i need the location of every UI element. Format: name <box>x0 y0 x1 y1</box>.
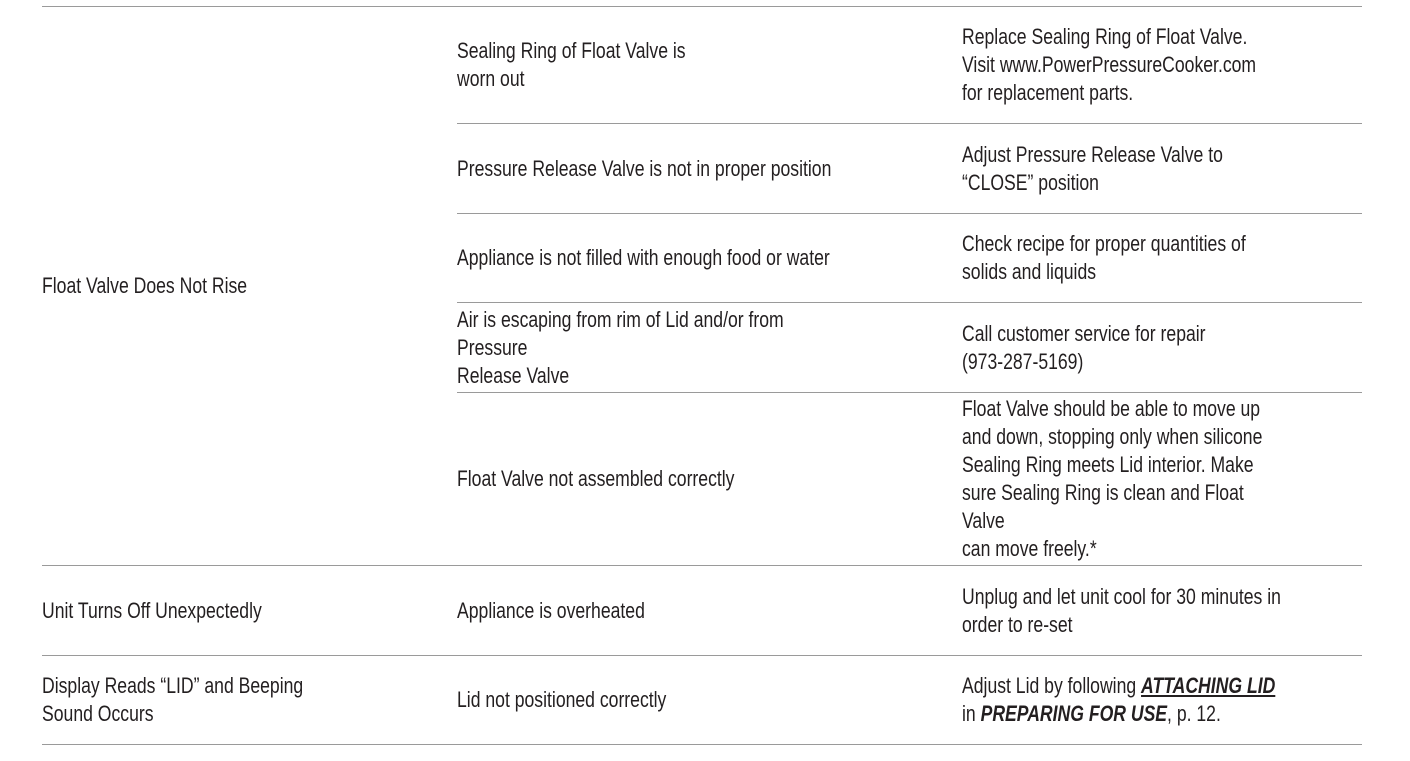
attaching-lid-reference: ATTACHING LID <box>1141 673 1276 698</box>
cause-cell <box>457 124 947 213</box>
cause-cell <box>457 214 947 302</box>
problem-cell <box>42 566 442 655</box>
solution-text <box>962 672 1282 728</box>
solution-cell <box>962 566 1362 655</box>
solution-text: Float Valve should be able to move up and down, stopping only when silicone Sealing Ring meets Lid interior. Make sure Sealing Ring is clean and Float Valve can move freely.* <box>962 396 1263 561</box>
solution-cell <box>962 124 1362 213</box>
cause-cell <box>457 7 947 123</box>
solution-cell <box>962 214 1362 302</box>
cause-cell <box>457 303 947 392</box>
problem-cell <box>42 7 442 565</box>
problem-text: Unit Turns Off Unexpectedly <box>42 597 262 623</box>
cause-cell <box>457 566 947 655</box>
solution-cell <box>962 7 1362 123</box>
solution-text: Call customer service for repair (973-287-5169) <box>962 320 1206 374</box>
problem-text: Float Valve Does Not Rise <box>42 273 248 298</box>
cause-text: Appliance is not filled with enough food or water <box>457 245 830 270</box>
cause-text: Sealing Ring of Float Valve is worn out <box>457 38 686 91</box>
solution-text: Unplug and let unit cool for 30 minutes in order to re-set <box>962 583 1281 637</box>
solution-cell <box>962 303 1362 392</box>
cause-text: Air is escaping from rim of Lid and/or from Pressure Release Valve <box>457 306 784 388</box>
solution-text: Check recipe for proper quantities of solids and liquids <box>962 231 1246 284</box>
solution-cell <box>962 656 1362 744</box>
table-bottom-rule <box>42 744 1362 745</box>
problem-text: Display Reads “LID” and Beeping Sound Occurs <box>42 673 304 726</box>
problem-cell <box>42 656 442 744</box>
solution-cell <box>962 393 1362 565</box>
solution-text-part: Adjust Lid by following <box>962 673 1142 698</box>
solution-text: Adjust Pressure Release Valve to “CLOSE” position <box>962 141 1223 195</box>
solution-text-part: in <box>962 701 981 726</box>
cause-text: Float Valve not assembled correctly <box>457 466 735 491</box>
cause-cell <box>457 656 947 744</box>
cause-text: Pressure Release Valve is not in proper position <box>457 155 832 181</box>
cause-cell <box>457 393 947 565</box>
cause-text: Appliance is overheated <box>457 597 645 623</box>
page-reference: , p. 12. <box>1167 701 1221 726</box>
preparing-for-use-reference: PREPARING FOR USE <box>980 701 1168 726</box>
solution-text: Replace Sealing Ring of Float Valve. Visit www.PowerPressureCooker.com for replacement parts. <box>962 24 1257 105</box>
cause-text: Lid not positioned correctly <box>457 687 667 712</box>
